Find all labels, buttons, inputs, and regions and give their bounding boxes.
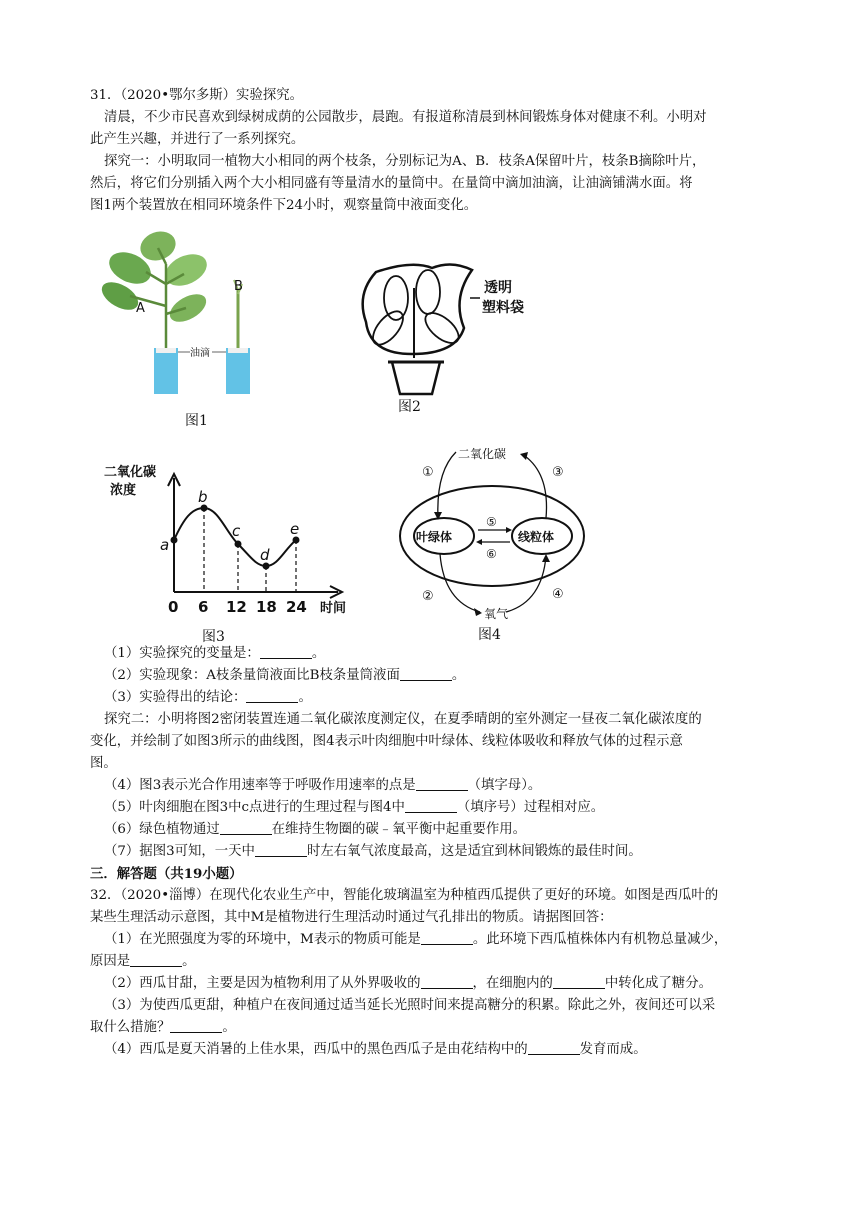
fig4-num-5: ⑤: [486, 515, 497, 529]
fig3-tick-18: 18: [256, 598, 277, 616]
figure-1-branches-in-cylinders: [96, 224, 266, 394]
section-3-heading: 三．解答题（共19小题）: [90, 866, 243, 882]
q31-paragraph-2c: 图1两个装置放在相同环境条件下24小时，观察量筒中液面变化。: [90, 198, 478, 213]
figure-3-caption: 图3: [202, 629, 225, 645]
q31-paragraph-2b: 然后，将它们分别插入两个大小相同盛有等量清水的量筒中。在量筒中滴加油滴，让油滴铺满水面。将: [90, 176, 693, 191]
fig3-point-a: a: [160, 536, 170, 554]
answer-blank[interactable]: [416, 776, 468, 791]
fig3-point-c: c: [232, 522, 241, 540]
figure-3-co2-curve: [100, 458, 362, 628]
q32-heading: 32．（2020•淄博）在现代化农业生产中，智能化玻璃温室为种植西瓜提供了更好的环境。如图是西瓜叶的: [90, 888, 719, 903]
fig3-point-b: b: [198, 488, 208, 506]
q31-sub-6: （6）绿色植物通过 在维持生物圈的碳﹣氧平衡中起重要作用。: [104, 822, 527, 837]
q32-sub-3b: 取什么措施？ 。: [90, 1020, 236, 1035]
fig3-ylabel-line-2: 浓度: [110, 483, 137, 498]
q31-heading: 31．（2020•鄂尔多斯）实验探究。: [90, 88, 304, 103]
fig1-label-b: B: [234, 279, 243, 294]
figure-4-organelle-gas-exchange: [396, 442, 596, 638]
q32-sub-2: （2）西瓜甘甜，主要是因为植物利用了从外界吸收的 ，在细胞内的 中转化成了糖分。: [104, 976, 712, 991]
fig3-tick-0: 0: [168, 598, 179, 616]
figure-2-plant-in-bag: [352, 258, 542, 398]
q31-sub-3: （3）实验得出的结论： 。: [104, 690, 312, 705]
q31-sub-1: （1）实验探究的变量是： 。: [104, 646, 326, 661]
q31-sub-7: （7）据图3可知，一天中 时左右氧气浓度最高，这是适宜到林间锻炼的最佳时间。: [104, 844, 642, 859]
fig3-tick-6: 6: [198, 598, 209, 616]
q32-heading-b: 某些生理活动示意图，其中M是植物进行生理活动时通过气孔排出的物质。请据图回答：: [90, 910, 613, 925]
answer-blank[interactable]: [220, 820, 272, 835]
fig3-ylabel-line-1: 二氧化碳: [104, 465, 157, 480]
fig2-bag-label-line-2: 塑料袋: [482, 300, 524, 316]
q31-sub-2: （2）实验现象：A枝条量筒液面比B枝条量筒液面 。: [104, 668, 466, 683]
figure-4-caption: 图4: [478, 627, 501, 643]
fig4-num-4: ④: [552, 587, 564, 602]
figure-2-caption: 图2: [398, 399, 421, 415]
fig4-num-6: ⑥: [486, 547, 497, 561]
fig4-num-3: ③: [552, 465, 564, 480]
q32-sub-1: （1）在光照强度为零的环境中，M表示的物质可能是 。此环境下西瓜植株体内有机物总量减少，: [104, 932, 728, 947]
fig4-num-1: ①: [422, 465, 434, 480]
q31-paragraph-3b: 变化，并绘制了如图3所示的曲线图，图4表示叶肉细胞中叶绿体、线粒体吸收和释放气体的过程示意: [90, 734, 683, 749]
answer-blank[interactable]: [405, 798, 457, 813]
figure-1-caption: 图1: [185, 413, 208, 429]
fig4-mitochondria-label: 线粒体: [518, 530, 555, 544]
q31-paragraph-1: 清晨，不少市民喜欢到绿树成荫的公园散步，晨跑。有报道称清晨到林间锻炼身体对健康不利。小明对: [104, 110, 707, 125]
q32-sub-1b: 原因是 。: [90, 954, 196, 969]
fig4-chloroplast-label: 叶绿体: [416, 530, 453, 544]
answer-blank[interactable]: [246, 688, 298, 703]
fig1-oil-label: 油滴: [190, 348, 210, 359]
fig3-point-d: d: [260, 546, 270, 564]
fig4-num-2: ②: [422, 589, 434, 604]
q31-paragraph-1b: 此产生兴趣，并进行了一系列探究。: [90, 132, 305, 147]
fig3-tick-12: 12: [226, 598, 247, 616]
answer-blank[interactable]: [400, 666, 452, 681]
answer-blank[interactable]: [421, 930, 473, 945]
answer-blank[interactable]: [255, 842, 307, 857]
q32-sub-3: （3）为使西瓜更甜，种植户在夜间通过适当延长光照时间来提高糖分的积累。除此之外，夜间还可以采: [104, 998, 716, 1013]
fig3-xlabel: 时间: [320, 601, 347, 616]
q31-paragraph-3: 探究二：小明将图2密闭装置连通二氧化碳浓度测定仪，在夏季晴朗的室外测定一昼夜二氧化碳浓度的: [104, 712, 702, 727]
q31-sub-4: （4）图3表示光合作用速率等于呼吸作用速率的点是 （填字母）。: [104, 778, 542, 793]
fig4-o2-label: 氧气: [484, 607, 509, 621]
answer-blank[interactable]: [130, 952, 182, 967]
fig2-bag-label-line-1: 透明: [484, 280, 512, 296]
fig1-label-a: A: [136, 301, 145, 316]
answer-blank[interactable]: [170, 1018, 222, 1033]
q32-sub-4: （4）西瓜是夏天消暑的上佳水果，西瓜中的黑色西瓜子是由花结构中的 发育而成。: [104, 1042, 647, 1057]
q31-sub-5: （5）叶肉细胞在图3中c点进行的生理过程与图4中 （填序号）过程相对应。: [104, 800, 605, 815]
q31-paragraph-3c: 图。: [90, 756, 117, 771]
answer-blank[interactable]: [421, 974, 473, 989]
q31-paragraph-2: 探究一：小明取同一植物大小相同的两个枝条，分别标记为A、B．枝条A保留叶片，枝条B摘除叶片，: [104, 154, 706, 169]
answer-blank[interactable]: [528, 1040, 580, 1055]
fig4-co2-label: 二氧化碳: [458, 447, 507, 461]
fig3-point-e: e: [290, 520, 300, 538]
answer-blank[interactable]: [553, 974, 605, 989]
fig3-tick-24: 24: [286, 598, 307, 616]
answer-blank[interactable]: [260, 644, 312, 659]
